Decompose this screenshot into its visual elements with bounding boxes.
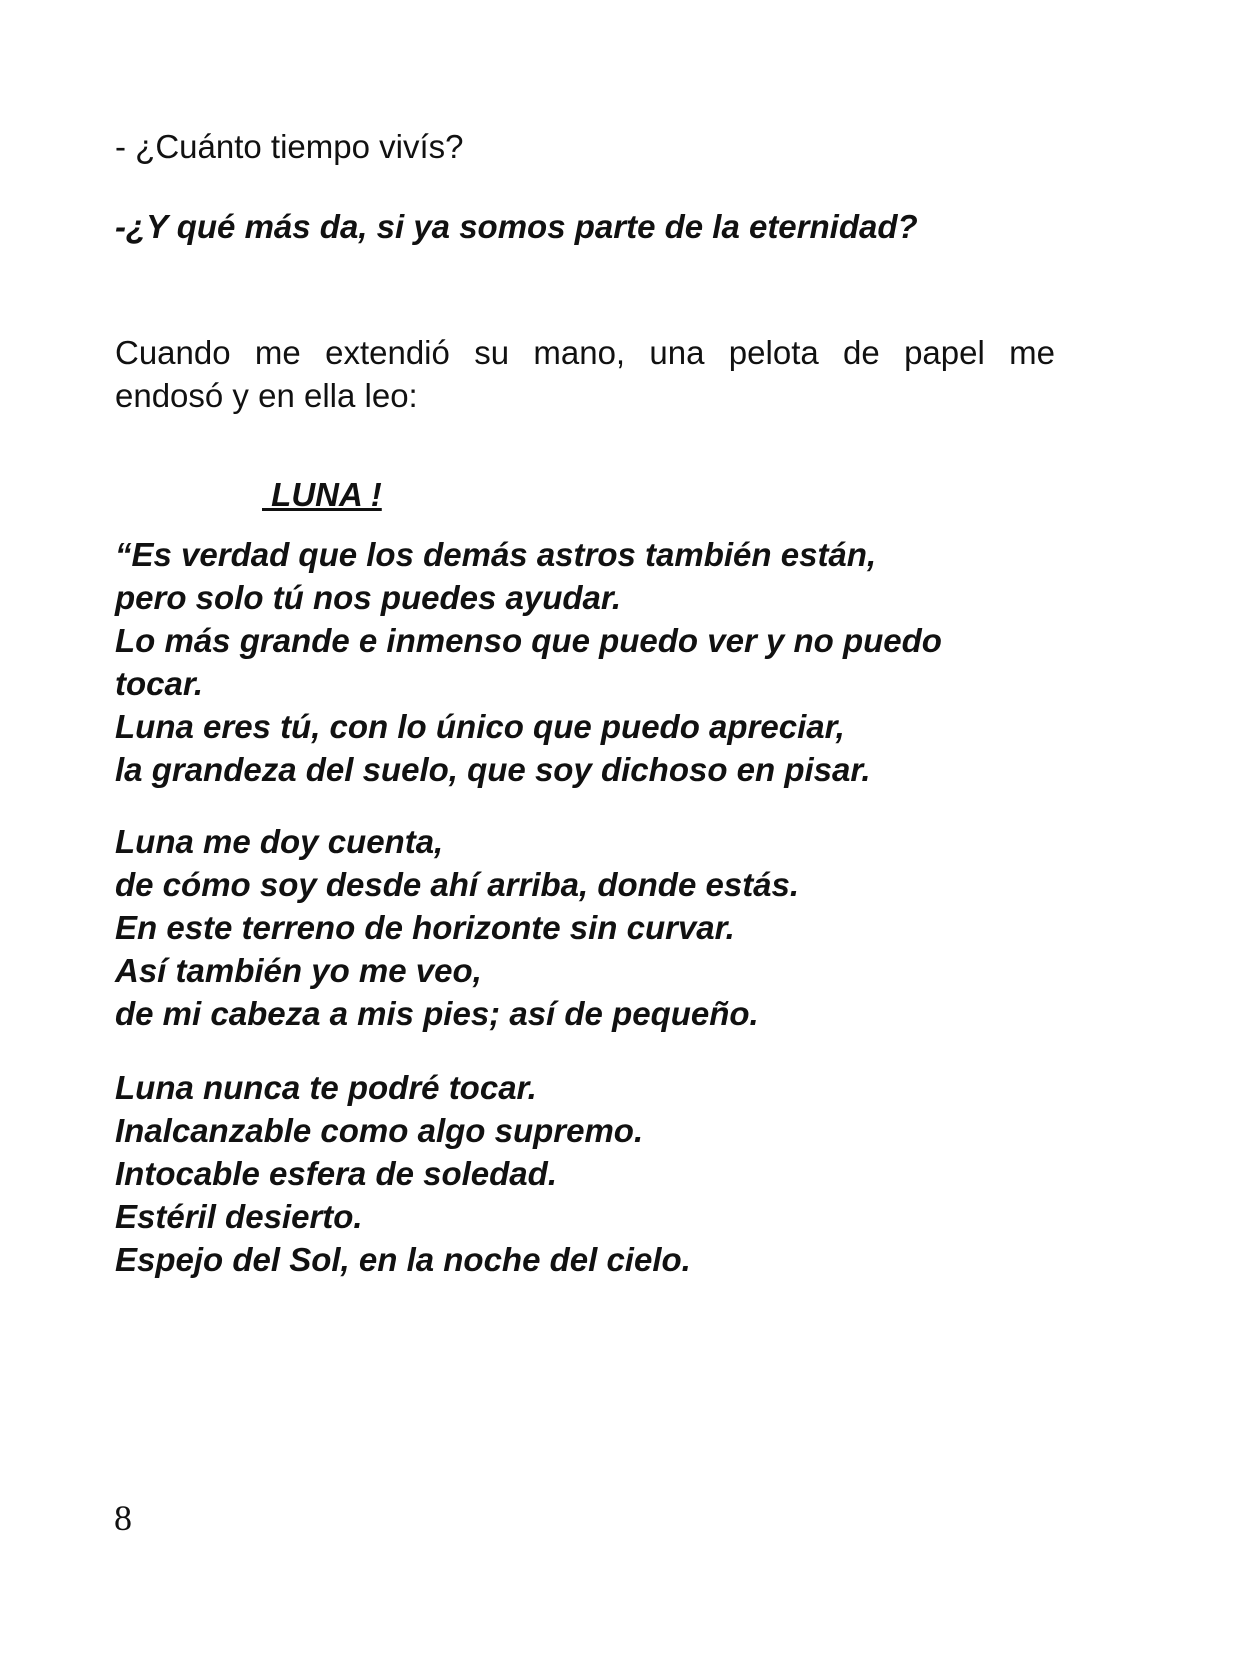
poem-line: Luna nunca te podré tocar. bbox=[115, 1069, 537, 1106]
poem-stanza-2 bbox=[115, 820, 799, 1035]
poem-line: de mi cabeza a mis pies; así de pequeño. bbox=[115, 995, 759, 1032]
dialogue-question: - ¿Cuánto tiempo vivís? bbox=[115, 128, 464, 165]
poem-line: Luna eres tú, con lo único que puedo apreciar, bbox=[115, 708, 845, 745]
poem-title: LUNA ! bbox=[262, 476, 382, 513]
poem-line: Así también yo me veo, bbox=[115, 952, 482, 989]
poem-line: pero solo tú nos puedes ayudar. bbox=[115, 579, 622, 616]
poem-stanza-3 bbox=[115, 1066, 691, 1281]
narration-line: Cuando me extendió su mano, una pelota de papel me bbox=[115, 334, 1055, 371]
poem-line: Estéril desierto. bbox=[115, 1198, 363, 1235]
poem-line: Luna me doy cuenta, bbox=[115, 823, 444, 860]
poem-line: tocar. bbox=[115, 665, 204, 702]
page-number: 8 bbox=[114, 1498, 132, 1538]
narration-line: endosó y en ella leo: bbox=[115, 377, 418, 414]
poem-line: Inalcanzable como algo supremo. bbox=[115, 1112, 644, 1149]
poem-line: En este terreno de horizonte sin curvar. bbox=[115, 909, 735, 946]
poem-line: la grandeza del suelo, que soy dichoso en pisar. bbox=[115, 751, 871, 788]
poem-line: Espejo del Sol, en la noche del cielo. bbox=[115, 1241, 691, 1278]
dialogue-answer: -¿Y qué más da, si ya somos parte de la eternidad? bbox=[115, 208, 918, 245]
poem-line: “Es verdad que los demás astros también están, bbox=[115, 536, 877, 573]
poem-line: Lo más grande e inmenso que puedo ver y no puedo bbox=[115, 622, 942, 659]
poem-line: Intocable esfera de soledad. bbox=[115, 1155, 557, 1192]
poem-line: de cómo soy desde ahí arriba, donde estás. bbox=[115, 866, 800, 903]
narration-paragraph bbox=[115, 331, 1055, 417]
poem-stanza-1 bbox=[115, 533, 942, 791]
